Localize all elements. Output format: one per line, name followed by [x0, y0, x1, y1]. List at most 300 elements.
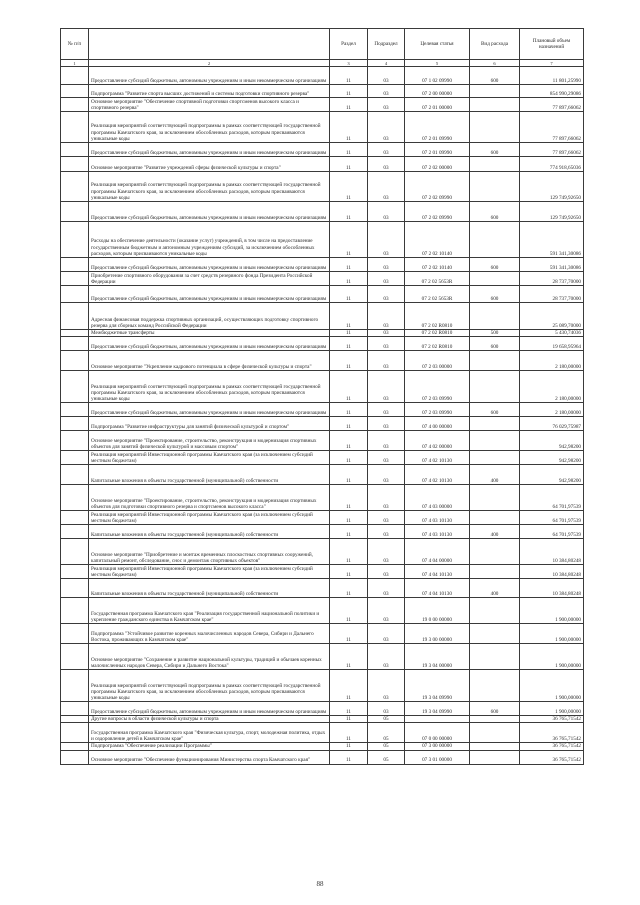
row-expense-type-cell	[470, 222, 520, 258]
row-target-article-cell: 07 2 02 5653R	[405, 272, 470, 286]
row-expense-type-cell: 600	[470, 337, 520, 351]
table-row	[61, 485, 584, 511]
row-name-cell: Предоставление субсидий бюджетным, автономным учреждениям и иным некоммерческим организациям	[89, 67, 330, 85]
row-number-cell	[61, 337, 89, 351]
row-amount-cell: 76 029,75987	[520, 417, 584, 431]
row-name-cell: Другие вопросы в области физической культуры и спорта	[89, 716, 330, 723]
row-name-cell: Государственная программа Камчатского края "Реализация государственной национальной политики и укрепление гражданского единства в Камчатском крае"	[89, 598, 330, 624]
row-number-cell	[61, 716, 89, 723]
row-number-cell	[61, 272, 89, 286]
row-subsection-cell: 03	[368, 511, 405, 525]
row-target-article-cell: 07 2 02 R0810	[405, 337, 470, 351]
row-amount-cell: 1 900,00000	[520, 598, 584, 624]
row-name-cell: Расходы на обеспечение деятельности (оказание услуг) учреждений, в том числе на предоставление государственным бюджетным и автономным учреждениям субсидий, за исключением обособленных расходов, которым присваиваются уникальные коды	[89, 222, 330, 258]
row-number-cell	[61, 67, 89, 85]
row-expense-type-cell	[470, 539, 520, 565]
table-body	[61, 60, 584, 765]
table-row	[61, 112, 584, 143]
row-section-cell: 11	[330, 565, 368, 579]
row-expense-type-cell	[470, 172, 520, 202]
row-target-article-cell: 07 4 02 10130	[405, 451, 470, 465]
row-subsection-cell: 03	[368, 172, 405, 202]
row-subsection-cell: 03	[368, 337, 405, 351]
row-name-cell: Приобретение спортивного оборудования за счет средств резервного фонда Президента Российской Федерации	[89, 272, 330, 286]
row-target-article-cell: 07 4 02 00000	[405, 431, 470, 451]
row-amount-cell: 1 900,00000	[520, 624, 584, 644]
row-number-cell	[61, 112, 89, 143]
row-target-article-cell: 07 2 02 10140	[405, 222, 470, 258]
row-amount-cell: 1 900,00000	[520, 702, 584, 716]
row-expense-type-cell: 400	[470, 465, 520, 485]
table-row	[61, 644, 584, 670]
row-subsection-cell: 03	[368, 465, 405, 485]
row-target-article-cell: 07 1 02 09990	[405, 67, 470, 85]
row-name-cell: Подпрограмма "Развитие спорта высших достижений и системы подготовки спортивного резерва"	[89, 85, 330, 98]
row-name-cell: Предоставление субсидий бюджетным, автономным учреждениям и иным некоммерческим организациям	[89, 202, 330, 222]
table-row	[61, 403, 584, 417]
row-expense-type-cell	[470, 451, 520, 465]
row-section-cell: 11	[330, 750, 368, 764]
row-number-cell	[61, 157, 89, 172]
row-name-cell: Основное мероприятие "Обеспечение спортивной подготовки спортсменов высокого класса и спортивного резерва"	[89, 98, 330, 112]
row-expense-type-cell	[470, 272, 520, 286]
row-subsection-cell: 05	[368, 743, 405, 750]
row-number-cell	[61, 644, 89, 670]
row-number-cell	[61, 371, 89, 403]
col-header-name	[89, 29, 330, 60]
col-header-section: Раздел	[330, 29, 368, 60]
row-number-cell	[61, 202, 89, 222]
table-header-row	[61, 29, 584, 60]
table-row	[61, 330, 584, 337]
row-subsection-cell: 03	[368, 451, 405, 465]
table-row	[61, 451, 584, 465]
column-number: 7	[520, 60, 584, 67]
row-amount-cell: 591 341,30086	[520, 222, 584, 258]
row-name-cell: Реализация мероприятий Инвестиционной программы Камчатского края (за исключением субсидий местным бюджетам)	[89, 511, 330, 525]
row-amount-cell: 25 089,70000	[520, 303, 584, 330]
row-subsection-cell: 03	[368, 303, 405, 330]
row-subsection-cell: 03	[368, 565, 405, 579]
table-row	[61, 371, 584, 403]
row-name-cell: Подпрограмма "Обеспечение реализации Программы"	[89, 743, 330, 750]
row-expense-type-cell	[470, 598, 520, 624]
row-name-cell: Реализация мероприятий Инвестиционной программы Камчатского края (за исключением субсидий местным бюджетам)	[89, 451, 330, 465]
table-row	[61, 579, 584, 598]
row-expense-type-cell	[470, 565, 520, 579]
row-section-cell: 11	[330, 511, 368, 525]
row-section-cell: 11	[330, 98, 368, 112]
row-name-cell: Предоставление субсидий бюджетным, автономным учреждениям и иным некоммерческим организациям	[89, 403, 330, 417]
column-number: 6	[470, 60, 520, 67]
row-expense-type-cell: 600	[470, 202, 520, 222]
row-amount-cell: 774 918,65036	[520, 157, 584, 172]
row-target-article-cell: 19 3 04 09990	[405, 702, 470, 716]
row-name-cell: Основное мероприятие "Проектирование, строительство, реконструкция и модернизация спортивных объектов для подготовки спортивного резерва и спортсменов высокого класса"	[89, 485, 330, 511]
row-section-cell: 11	[330, 525, 368, 539]
row-number-cell	[61, 579, 89, 598]
row-number-cell	[61, 723, 89, 743]
row-expense-type-cell: 600	[470, 286, 520, 303]
row-section-cell: 11	[330, 172, 368, 202]
table-row	[61, 143, 584, 157]
row-number-cell	[61, 743, 89, 750]
row-number-cell	[61, 143, 89, 157]
row-expense-type-cell	[470, 485, 520, 511]
row-name-cell: Подпрограмма "Устойчивое развитие коренных малочисленных народов Севера, Сибири и Дальнего Востока, проживающих в Камчатском крае"	[89, 624, 330, 644]
row-section-cell: 11	[330, 202, 368, 222]
row-expense-type-cell	[470, 371, 520, 403]
row-target-article-cell: 07 4 04 10130	[405, 579, 470, 598]
row-subsection-cell: 03	[368, 330, 405, 337]
row-number-cell	[61, 172, 89, 202]
table-row	[61, 465, 584, 485]
row-expense-type-cell	[470, 85, 520, 98]
row-subsection-cell: 03	[368, 351, 405, 371]
row-target-article-cell: 07 2 02 10140	[405, 258, 470, 272]
row-number-cell	[61, 598, 89, 624]
row-amount-cell: 36 765,71542	[520, 723, 584, 743]
row-expense-type-cell	[470, 431, 520, 451]
row-name-cell: Реализация мероприятий соответствующей подпрограммы в рамках соответствующей государственной программы Камчатского края, за исключением обособленных расходов, которым присваиваются уникальные коды	[89, 371, 330, 403]
row-number-cell	[61, 750, 89, 764]
row-number-cell	[61, 330, 89, 337]
row-name-cell: Подпрограмма "Развитие инфраструктуры для занятий физической культурой и спортом"	[89, 417, 330, 431]
row-target-article-cell: 07 4 00 00000	[405, 417, 470, 431]
column-number: 2	[89, 60, 330, 67]
table-row	[61, 157, 584, 172]
row-name-cell: Предоставление субсидий бюджетным, автономным учреждениям и иным некоммерческим организациям	[89, 286, 330, 303]
row-name-cell: Предоставление субсидий бюджетным, автономным учреждениям и иным некоммерческим организациям	[89, 337, 330, 351]
row-section-cell: 11	[330, 716, 368, 723]
row-name-cell: Адресная финансовая поддержка спортивных организаций, осуществляющих подготовку спортивного резерва для сборных команд Российской Федерации	[89, 303, 330, 330]
table-row	[61, 67, 584, 85]
row-section-cell: 11	[330, 67, 368, 85]
row-target-article-cell: 07 2 02 5653R	[405, 286, 470, 303]
col-header-expense-type: Вид расхода	[470, 29, 520, 60]
table-row	[61, 172, 584, 202]
row-name-cell: Капитальные вложения в объекты государственной (муниципальной) собственности	[89, 579, 330, 598]
row-subsection-cell: 03	[368, 431, 405, 451]
row-expense-type-cell	[470, 743, 520, 750]
row-expense-type-cell	[470, 750, 520, 764]
row-amount-cell: 64 701,97539	[520, 485, 584, 511]
row-amount-cell: 11 801,25990	[520, 67, 584, 85]
row-expense-type-cell: 500	[470, 330, 520, 337]
row-number-cell	[61, 303, 89, 330]
row-target-article-cell: 07 2 00 00000	[405, 85, 470, 98]
row-subsection-cell: 03	[368, 485, 405, 511]
table-row	[61, 743, 584, 750]
row-section-cell: 11	[330, 157, 368, 172]
row-name-cell: Предоставление субсидий бюджетным, автономным учреждениям и иным некоммерческим организациям	[89, 258, 330, 272]
row-number-cell	[61, 670, 89, 702]
row-number-cell	[61, 451, 89, 465]
row-name-cell: Государственная программа Камчатского края "Физическая культура, спорт, молодежная политика, отдых и оздоровление детей в Камчатском крае"	[89, 723, 330, 743]
row-target-article-cell: 07 3 00 00000	[405, 743, 470, 750]
row-expense-type-cell	[470, 644, 520, 670]
row-number-cell	[61, 98, 89, 112]
row-target-article-cell: 07 2 01 00000	[405, 98, 470, 112]
row-subsection-cell: 03	[368, 579, 405, 598]
table-row	[61, 525, 584, 539]
row-section-cell: 11	[330, 743, 368, 750]
row-expense-type-cell	[470, 112, 520, 143]
table-row	[61, 716, 584, 723]
table-row	[61, 272, 584, 286]
row-section-cell: 11	[330, 303, 368, 330]
row-section-cell: 11	[330, 85, 368, 98]
table-row	[61, 511, 584, 525]
row-target-article-cell: 07 2 01 09990	[405, 143, 470, 157]
row-target-article-cell: 07 2 02 09990	[405, 172, 470, 202]
row-target-article-cell: 07 3 01 00000	[405, 750, 470, 764]
row-section-cell: 11	[330, 702, 368, 716]
table-row	[61, 624, 584, 644]
row-section-cell: 11	[330, 351, 368, 371]
table-row	[61, 303, 584, 330]
row-name-cell: Предоставление субсидий бюджетным, автономным учреждениям и иным некоммерческим организациям	[89, 143, 330, 157]
row-subsection-cell: 03	[368, 272, 405, 286]
row-target-article-cell: 07 0 00 00000	[405, 723, 470, 743]
row-amount-cell: 10 384,80248	[520, 565, 584, 579]
row-amount-cell: 64 701,97539	[520, 525, 584, 539]
table-row	[61, 598, 584, 624]
row-section-cell: 11	[330, 112, 368, 143]
row-section-cell: 11	[330, 723, 368, 743]
row-subsection-cell: 03	[368, 286, 405, 303]
table-row	[61, 222, 584, 258]
row-amount-cell: 64 701,97539	[520, 511, 584, 525]
row-target-article-cell: 07 2 02 R0810	[405, 303, 470, 330]
column-number-row	[61, 60, 584, 67]
row-number-cell	[61, 565, 89, 579]
row-section-cell: 11	[330, 337, 368, 351]
row-name-cell: Реализация мероприятий соответствующей подпрограммы в рамках соответствующей государственной программы Камчатского края, за исключением обособленных расходов, которым присваиваются уникальные коды	[89, 112, 330, 143]
row-name-cell: Основное мероприятие "Укрепление кадрового потенциала в сфере физической культуры и спорта"	[89, 351, 330, 371]
row-amount-cell: 942,98200	[520, 451, 584, 465]
row-amount-cell: 129 749,92650	[520, 202, 584, 222]
row-section-cell: 11	[330, 143, 368, 157]
row-name-cell: Предоставление субсидий бюджетным, автономным учреждениям и иным некоммерческим организациям	[89, 702, 330, 716]
row-number-cell	[61, 403, 89, 417]
row-number-cell	[61, 624, 89, 644]
row-target-article-cell: 19 3 04 09990	[405, 670, 470, 702]
row-target-article-cell: 07 4 04 00000	[405, 539, 470, 565]
row-expense-type-cell	[470, 98, 520, 112]
row-section-cell: 11	[330, 403, 368, 417]
row-subsection-cell: 03	[368, 143, 405, 157]
row-amount-cell: 19 658,95964	[520, 337, 584, 351]
row-amount-cell: 129 749,92650	[520, 172, 584, 202]
row-target-article-cell: 19 3 04 00000	[405, 644, 470, 670]
row-amount-cell: 36 765,71542	[520, 743, 584, 750]
column-number: 3	[330, 60, 368, 67]
budget-table	[60, 28, 584, 765]
row-amount-cell: 10 384,80248	[520, 579, 584, 598]
row-expense-type-cell	[470, 723, 520, 743]
table-row	[61, 723, 584, 743]
table-row	[61, 98, 584, 112]
row-number-cell	[61, 417, 89, 431]
row-target-article-cell: 07 2 02 00000	[405, 157, 470, 172]
row-amount-cell: 591 341,30086	[520, 258, 584, 272]
row-number-cell	[61, 258, 89, 272]
row-section-cell: 11	[330, 465, 368, 485]
row-amount-cell: 1 900,00000	[520, 644, 584, 670]
row-amount-cell: 36 765,71542	[520, 716, 584, 723]
row-number-cell	[61, 702, 89, 716]
row-amount-cell: 36 765,71542	[520, 750, 584, 764]
table-row	[61, 85, 584, 98]
row-amount-cell: 28 737,70000	[520, 286, 584, 303]
row-name-cell: Капитальные вложения в объекты государственной (муниципальной) собственности	[89, 525, 330, 539]
row-number-cell	[61, 286, 89, 303]
row-amount-cell: 28 737,70000	[520, 272, 584, 286]
row-subsection-cell: 05	[368, 723, 405, 743]
row-name-cell: Реализация мероприятий соответствующей подпрограммы в рамках соответствующей государственной программы Камчатского края, за исключением обособленных расходов, которым присваиваются уникальные коды	[89, 172, 330, 202]
table-row	[61, 351, 584, 371]
row-expense-type-cell: 600	[470, 702, 520, 716]
table-row	[61, 565, 584, 579]
row-name-cell: Основное мероприятие "Приобретение и монтаж временных плоскостных спортивных сооружений, капитальный ремонт, обследование, снос и демонтаж спортивных объектов"	[89, 539, 330, 565]
row-section-cell: 11	[330, 644, 368, 670]
row-amount-cell: 2 180,00000	[520, 403, 584, 417]
row-amount-cell: 1 900,00000	[520, 670, 584, 702]
row-expense-type-cell	[470, 624, 520, 644]
row-section-cell: 11	[330, 539, 368, 565]
row-section-cell: 11	[330, 258, 368, 272]
row-target-article-cell: 07 4 03 00000	[405, 485, 470, 511]
row-subsection-cell: 03	[368, 525, 405, 539]
row-subsection-cell: 03	[368, 67, 405, 85]
table-row	[61, 337, 584, 351]
row-subsection-cell: 03	[368, 202, 405, 222]
row-target-article-cell: 07 4 02 10130	[405, 465, 470, 485]
row-subsection-cell: 03	[368, 157, 405, 172]
row-subsection-cell: 03	[368, 403, 405, 417]
row-name-cell: Основное мероприятие "Проектирование, строительство, реконструкция и модернизация спортивных объектов для занятий физической культурой и массовым спортом"	[89, 431, 330, 451]
row-expense-type-cell	[470, 303, 520, 330]
row-section-cell: 11	[330, 371, 368, 403]
table-row	[61, 417, 584, 431]
row-subsection-cell: 03	[368, 222, 405, 258]
row-number-cell	[61, 351, 89, 371]
row-subsection-cell: 03	[368, 417, 405, 431]
table-row	[61, 431, 584, 451]
table-row	[61, 202, 584, 222]
col-header-subsection: Подраздел	[368, 29, 405, 60]
row-number-cell	[61, 525, 89, 539]
row-number-cell	[61, 511, 89, 525]
row-expense-type-cell	[470, 716, 520, 723]
row-expense-type-cell	[470, 157, 520, 172]
row-target-article-cell: 07 2 01 09990	[405, 112, 470, 143]
page-number: 88	[316, 880, 324, 888]
row-amount-cell: 77 897,66062	[520, 112, 584, 143]
column-number: 1	[61, 60, 89, 67]
table-row	[61, 539, 584, 565]
row-expense-type-cell	[470, 670, 520, 702]
row-amount-cell: 2 180,00000	[520, 371, 584, 403]
col-header-target-article: Целевая статья	[405, 29, 470, 60]
row-number-cell	[61, 485, 89, 511]
row-amount-cell: 854 990,29086	[520, 85, 584, 98]
row-target-article-cell: 19 0 00 00000	[405, 598, 470, 624]
table-row	[61, 286, 584, 303]
row-subsection-cell: 03	[368, 371, 405, 403]
row-target-article-cell: 07 2 03 09990	[405, 371, 470, 403]
row-target-article-cell: 07 2 03 00000	[405, 351, 470, 371]
row-expense-type-cell: 600	[470, 403, 520, 417]
col-header-number: № п/п	[61, 29, 89, 60]
row-name-cell: Межбюджетные трансферты	[89, 330, 330, 337]
row-subsection-cell: 03	[368, 670, 405, 702]
row-section-cell: 11	[330, 272, 368, 286]
row-subsection-cell: 03	[368, 539, 405, 565]
row-expense-type-cell	[470, 417, 520, 431]
row-expense-type-cell: 600	[470, 258, 520, 272]
row-expense-type-cell: 400	[470, 525, 520, 539]
row-section-cell: 11	[330, 624, 368, 644]
row-name-cell: Реализация мероприятий соответствующей подпрограммы в рамках соответствующей государственной программы Камчатского края, за исключением обособленных расходов, которым присваиваются уникальные коды	[89, 670, 330, 702]
row-subsection-cell: 03	[368, 98, 405, 112]
row-target-article-cell	[405, 716, 470, 723]
row-amount-cell: 942,98200	[520, 465, 584, 485]
table-row	[61, 258, 584, 272]
row-name-cell: Основное мероприятие "Обеспечение функционирования Министерства спорта Камчатского края"	[89, 750, 330, 764]
row-section-cell: 11	[330, 670, 368, 702]
budget-sheet	[60, 28, 583, 765]
table-row	[61, 670, 584, 702]
row-expense-type-cell: 400	[470, 579, 520, 598]
row-section-cell: 11	[330, 485, 368, 511]
row-name-cell: Капитальные вложения в объекты государственной (муниципальной) собственности	[89, 465, 330, 485]
row-subsection-cell: 03	[368, 112, 405, 143]
row-section-cell: 11	[330, 330, 368, 337]
row-expense-type-cell: 600	[470, 143, 520, 157]
row-subsection-cell: 05	[368, 750, 405, 764]
row-name-cell: Основное мероприятие "Сохранение и развитие национальной культуры, традиций и обычаев коренных малочисленных народов Севера, Сибири и Дальнего Востока"	[89, 644, 330, 670]
row-section-cell: 11	[330, 222, 368, 258]
table-row	[61, 702, 584, 716]
row-amount-cell: 77 897,66062	[520, 98, 584, 112]
row-subsection-cell: 03	[368, 624, 405, 644]
row-subsection-cell: 03	[368, 258, 405, 272]
row-target-article-cell: 07 2 02 09990	[405, 202, 470, 222]
row-name-cell: Основное мероприятие "Развитие учреждений сферы физической культуры и спорта"	[89, 157, 330, 172]
row-name-cell: Реализация мероприятий Инвестиционной программы Камчатского края (за исключением субсидий местным бюджетам)	[89, 565, 330, 579]
row-expense-type-cell	[470, 511, 520, 525]
table-row	[61, 750, 584, 764]
row-expense-type-cell	[470, 351, 520, 371]
row-subsection-cell: 03	[368, 85, 405, 98]
row-amount-cell: 5 430,74036	[520, 330, 584, 337]
row-subsection-cell: 05	[368, 716, 405, 723]
row-section-cell: 11	[330, 451, 368, 465]
row-number-cell	[61, 539, 89, 565]
row-subsection-cell: 03	[368, 598, 405, 624]
row-expense-type-cell: 600	[470, 67, 520, 85]
row-section-cell: 11	[330, 417, 368, 431]
row-target-article-cell: 07 4 04 10130	[405, 565, 470, 579]
row-number-cell	[61, 85, 89, 98]
row-subsection-cell: 03	[368, 702, 405, 716]
row-target-article-cell: 07 2 03 09990	[405, 403, 470, 417]
row-amount-cell: 2 180,00000	[520, 351, 584, 371]
row-number-cell	[61, 222, 89, 258]
row-amount-cell: 77 897,66062	[520, 143, 584, 157]
